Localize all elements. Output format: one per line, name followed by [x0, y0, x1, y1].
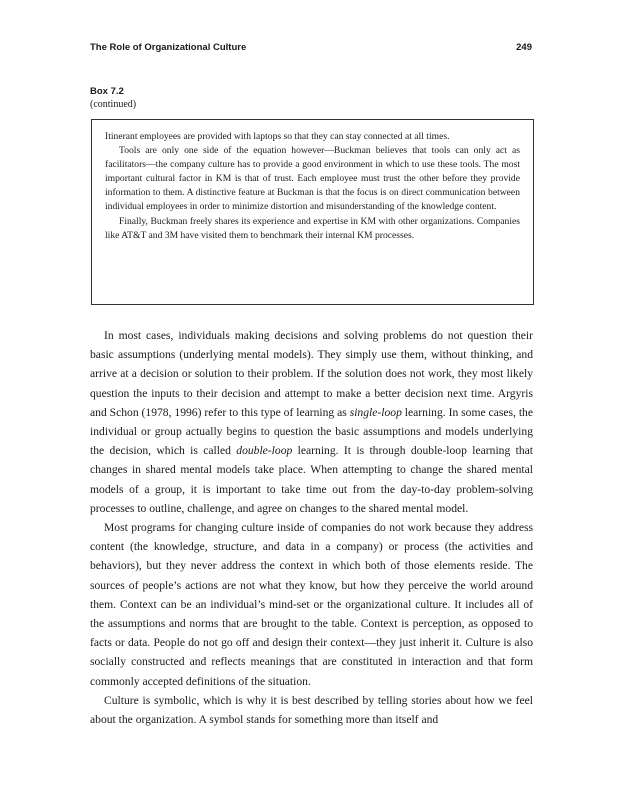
body-paragraph: Most programs for changing culture inside of companies do not work because they address content (the knowledge, structure, and data in a company) or process (the activities and behaviors), but they never address the context in which both of those elements reside. The sources of people’s actions are not what they know, but how they perceive the world around them. Context can be an individual’s mind-set or the organizational culture. It includes all of the assumptions and norms that are brought to the table. Context is perception, as opposed to facts or data. People do not go off and design their context—they just inherit it. Culture is also socially constructed and reflects meanings that are constituted in interaction and that form commonly accepted definitions of the situation.: [90, 521, 533, 688]
term-single-loop: single-loop: [349, 405, 402, 419]
box-paragraph: Finally, Buckman freely shares its experience and expertise in KM with other organizations. Companies like AT&T and 3M have visited them to benchmark their internal KM processes.: [105, 215, 520, 241]
box-continued-note: (continued): [90, 99, 137, 110]
main-text: [90, 326, 533, 729]
box-paragraph: Itinerant employees are provided with laptops so that they can stay connected at all times.: [105, 131, 450, 142]
body-paragraph: [90, 326, 533, 518]
box-paragraph: Tools are only one side of the equation however—Buckman believes that tools can only act as facilitators—the company culture has to provide a good environment in which to use these tools. The most important cultural factor in KM is that of trust. Each employee must trust the other before they provide information to them. A distinctive feature at Buckman is that the focus is on direct communication between individual employees in order to minimize distortion and misunderstanding of the knowledge content.: [105, 145, 520, 213]
sidebar-box: [91, 119, 534, 305]
chapter-title: The Role of Organizational Culture: [90, 42, 247, 53]
page-number: 249: [516, 42, 532, 53]
running-header: [90, 42, 532, 58]
box-label: Box 7.2: [90, 86, 124, 97]
body-paragraph: Culture is symbolic, which is why it is best described by telling stories about how we feel about the organization. A symbol stands for something more than itself and: [90, 693, 533, 727]
term-double-loop: double-loop: [236, 444, 293, 458]
text-run: learning. In some cases, the individual or group actually begins to question the basic assumptions and models underlying the decision, which is called: [90, 405, 533, 458]
text-run: In most cases, individuals making decisions and solving problems do not question their basic assumptions (underlying mental models). They simply use them, without thinking, and arrive at a decision or solution to their problem. If the solution does not work, they most likely question the inputs to their decision and attempt to make a better decision next time. Argyris and Schon (1978, 1996) refer to this type of learning as: [90, 329, 533, 419]
text-run: learning. It is through double-loop learning that changes in shared mental models take place. When attempting to change the shared mental models of a group, it is important to take time out from the day-to-day problem-solving processes to outline, challenge, and agree on changes to the shared mental model.: [90, 444, 534, 515]
